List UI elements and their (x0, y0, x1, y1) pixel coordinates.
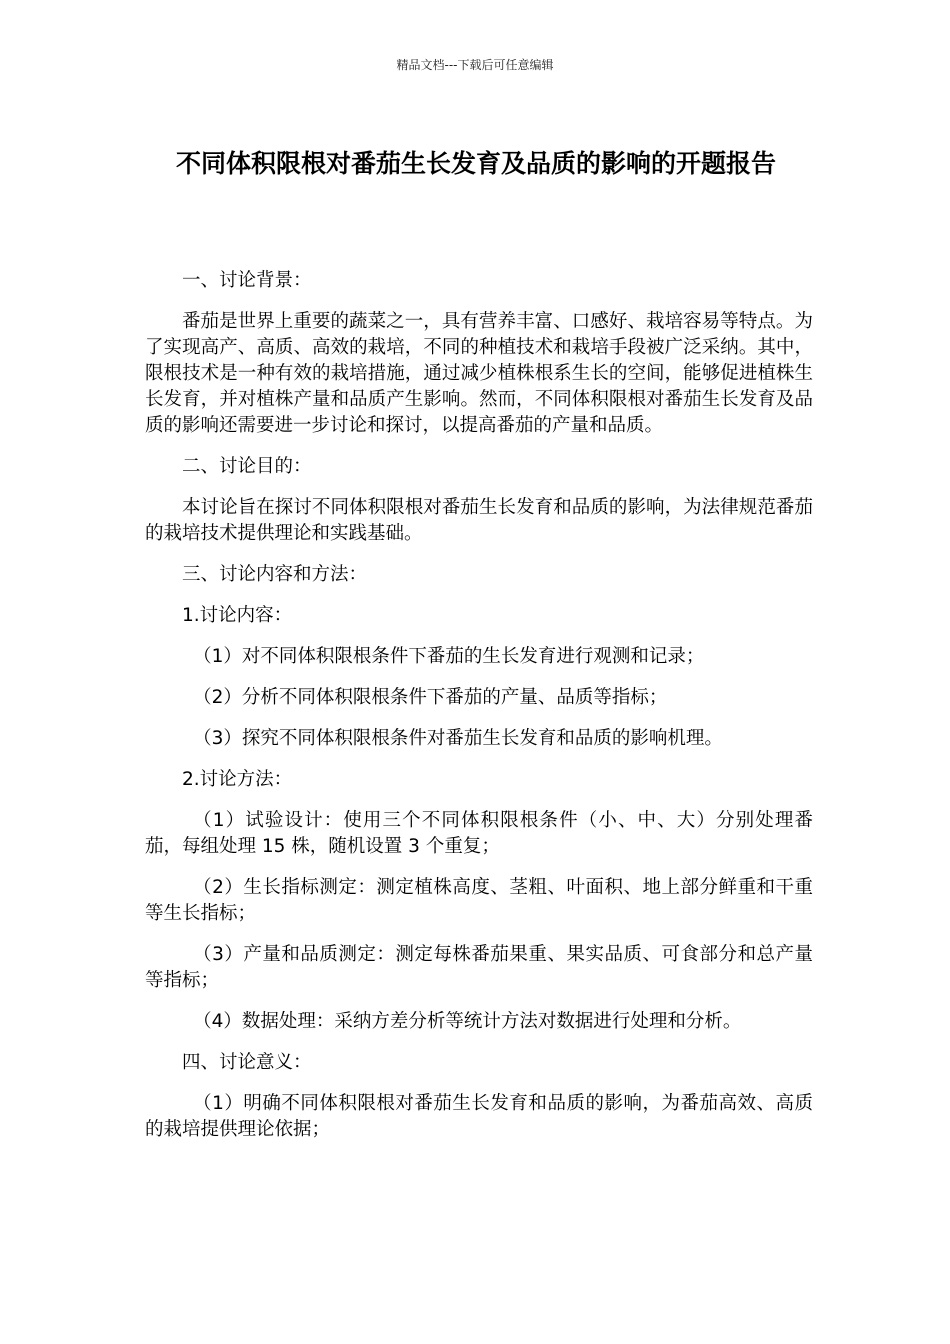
significance-item-1: （1）明确不同体积限根对番茄生长发育和品质的影响，为番茄高效、高质的栽培提供理论依据； (145, 1093, 813, 1140)
header-note: 精品文档---下载后可任意编辑 (396, 58, 554, 72)
document-body (145, 268, 813, 1158)
paragraph-purpose: 本讨论旨在探讨不同体积限根对番茄生长发育和品质的影响，为法律规范番茄的栽培技术提供理论和实践基础。 (145, 497, 813, 544)
subheading-content: 1.讨论内容： (182, 605, 293, 626)
section-heading-content-methods: 三、讨论内容和方法： (182, 564, 368, 585)
section-heading-purpose: 二、讨论目的： (182, 456, 312, 477)
document-title: 不同体积限根对番茄生长发育及品质的影响的开题报告 (175, 149, 776, 178)
method-item-2: （2）生长指标测定：测定植株高度、茎粗、叶面积、地上部分鲜重和干重等生长指标； (145, 877, 813, 924)
content-item-2: （2）分析不同体积限根条件下番茄的产量、品质等指标； (193, 687, 668, 708)
method-item-1: （1）试验设计：使用三个不同体积限根条件（小、中、大）分别处理番茄，每组处理 15 株，随机设置 3 个重复； (145, 810, 813, 857)
section-heading-significance: 四、讨论意义： (182, 1052, 312, 1073)
subheading-methods: 2.讨论方法： (182, 769, 293, 790)
section-heading-background: 一、讨论背景： (182, 270, 312, 291)
content-item-3: （3）探究不同体积限根条件对番茄生长发育和品质的影响机理。 (193, 728, 723, 749)
method-item-4: （4）数据处理：采纳方差分析等统计方法对数据进行处理和分析。 (193, 1011, 742, 1032)
paragraph-background: 番茄是世界上重要的蔬菜之一，具有营养丰富、口感好、栽培容易等特点。为了实现高产、高质、高效的栽培，不同的种植技术和栽培手段被广泛采纳。其中，限根技术是一种有效的栽培措施，通过减少植株根系生长的空间，能够促进植株生长发育，并对植株产量和品质产生影响。然而，不同体积限根对番茄生长发育及品质的影响还需要进一步讨论和探讨，以提高番茄的产量和品质。 (145, 311, 813, 436)
method-item-3: （3）产量和品质测定：测定每株番茄果重、果实品质、可食部分和总产量等指标； (145, 944, 813, 991)
content-item-1: （1）对不同体积限根条件下番茄的生长发育进行观测和记录； (193, 646, 705, 667)
